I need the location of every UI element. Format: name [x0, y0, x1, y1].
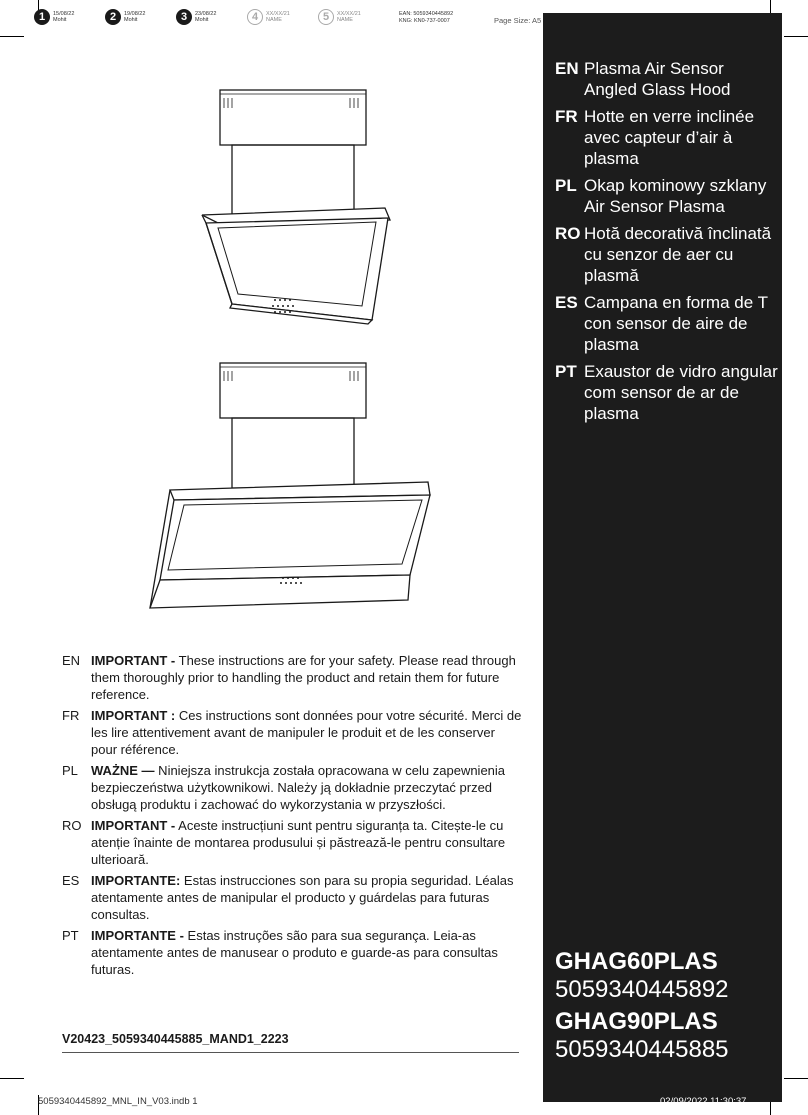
language-code: ES — [555, 293, 578, 312]
step-number-badge: 5 — [318, 9, 334, 25]
note-heading: IMPORTANT - — [91, 818, 176, 833]
step-name: NAME — [266, 17, 282, 23]
proof-step — [105, 9, 167, 25]
note-row — [62, 927, 522, 978]
ean-number: EAN: 5059340445892 — [399, 11, 454, 17]
step-name: Mohit — [124, 17, 138, 23]
step-name: Mohit — [53, 17, 67, 23]
language-code: RO — [555, 224, 581, 243]
language-code: FR — [62, 708, 80, 723]
product-title: Plasma Air Sensor Angled Glass Hood — [584, 59, 731, 99]
step-name: Mohit — [195, 17, 209, 23]
note-body: Estas instruções são para sua segurança. Leia-as atentamente antes de manusear o produto e guarde-as para consultas futuras. — [91, 928, 498, 977]
language-code: PL — [62, 763, 78, 778]
language-code: FR — [555, 107, 578, 126]
product-title: Hotte en verre inclinée avec capteur d’air à plasma — [584, 107, 755, 168]
footer-timestamp: 02/09/2022 11:30:37 — [660, 1096, 747, 1107]
step-date: 23/08/22 — [195, 11, 217, 17]
note-row — [62, 872, 522, 923]
step-number-badge: 1 — [34, 9, 50, 25]
footer-filename: 5059340445892_MNL_IN_V03.indb 1 — [38, 1096, 198, 1107]
page-size-label: Page Size: A5 — [494, 16, 542, 25]
title-panel — [543, 13, 782, 1102]
kng-number: KNG: KN0-737-0007 — [399, 17, 450, 24]
note-body: Estas instrucciones son para su propia seguridad. Léalas atentamente antes de manipular el producto y guárdelas para futuras consultas. — [91, 873, 514, 922]
title-row — [555, 292, 780, 355]
proof-step — [247, 9, 309, 25]
model-name: GHAG90PLAS — [555, 1008, 718, 1035]
title-row — [555, 361, 780, 424]
model-list — [555, 948, 729, 1068]
hood-90-illustration — [150, 363, 430, 608]
safety-notes — [62, 652, 522, 982]
language-code: PL — [555, 176, 577, 195]
model-name: GHAG60PLAS — [555, 948, 718, 975]
model-code: 5059340445892 — [555, 976, 729, 1003]
hood-60-illustration — [202, 90, 390, 324]
step-date: 15/08/22 — [53, 11, 75, 17]
proof-steps — [34, 9, 380, 25]
document-reference: V20423_5059340445885_MAND1_2223 — [62, 1032, 289, 1046]
note-body: Niniejsza instrukcja została opracowana w celu zapewnienia bezpieczeństwa użytkownikowi. Należy ją dokładnie przeczytać przed obsługą produktu i zachować do wykorzystania w przyszłości. — [91, 763, 506, 812]
product-title: Okap kominowy szklany Air Sensor Plasma — [584, 176, 767, 216]
language-code: EN — [62, 653, 81, 668]
step-number-badge: 2 — [105, 9, 121, 25]
model-code: 5059340445885 — [555, 1036, 729, 1063]
note-row — [62, 817, 522, 868]
proof-step — [318, 9, 380, 25]
crop-mark — [0, 1078, 24, 1079]
step-date: 19/08/22 — [124, 11, 146, 17]
language-code: ES — [62, 873, 80, 888]
divider — [62, 1052, 519, 1053]
product-title: Campana en forma de T con sensor de aire de plasma — [584, 293, 768, 354]
language-code: PT — [555, 362, 577, 381]
ean-info — [399, 11, 453, 24]
note-heading: IMPORTANTE: — [91, 873, 181, 888]
step-number-badge: 4 — [247, 9, 263, 25]
note-heading: IMPORTANT - — [91, 653, 176, 668]
product-title: Hotă decorativă înclinată cu senzor de aer cu plasmă — [584, 224, 772, 285]
crop-mark — [784, 1078, 808, 1079]
note-row — [62, 762, 522, 813]
title-row — [555, 58, 780, 100]
language-code: PT — [62, 928, 79, 943]
proof-step — [176, 9, 238, 25]
product-title: Exaustor de vidro angular com sensor de ar de plasma — [584, 362, 778, 423]
step-number-badge: 3 — [176, 9, 192, 25]
proof-step — [34, 9, 96, 25]
title-row — [555, 175, 780, 217]
step-date: XX/XX/21 — [337, 11, 361, 17]
step-name: NAME — [337, 17, 353, 23]
crop-mark — [784, 36, 808, 37]
title-row — [555, 106, 780, 169]
note-body: Ces instructions sont données pour votre sécurité. Merci de les lire attentivement avant de manipuler le produit et de les conserver pour référence. — [91, 708, 522, 757]
note-heading: WAŻNE — — [91, 763, 155, 778]
note-row — [62, 652, 522, 703]
language-code: RO — [62, 818, 82, 833]
step-date: XX/XX/21 — [266, 11, 290, 17]
crop-mark — [0, 36, 24, 37]
note-heading: IMPORTANTE - — [91, 928, 184, 943]
note-body: Aceste instrucțiuni sunt pentru siguranța ta. Citește-le cu atenție înainte de montarea produsului și păstrează-le pentru consultare ulterioară. — [91, 818, 506, 867]
title-row — [555, 223, 780, 286]
note-body: These instructions are for your safety. Please read through them thoroughly prior to handling the product and retain them for future reference. — [91, 653, 516, 702]
product-titles — [555, 58, 780, 430]
language-code: EN — [555, 59, 579, 78]
note-row — [62, 707, 522, 758]
hood-illustrations — [140, 80, 440, 620]
note-heading: IMPORTANT : — [91, 708, 176, 723]
